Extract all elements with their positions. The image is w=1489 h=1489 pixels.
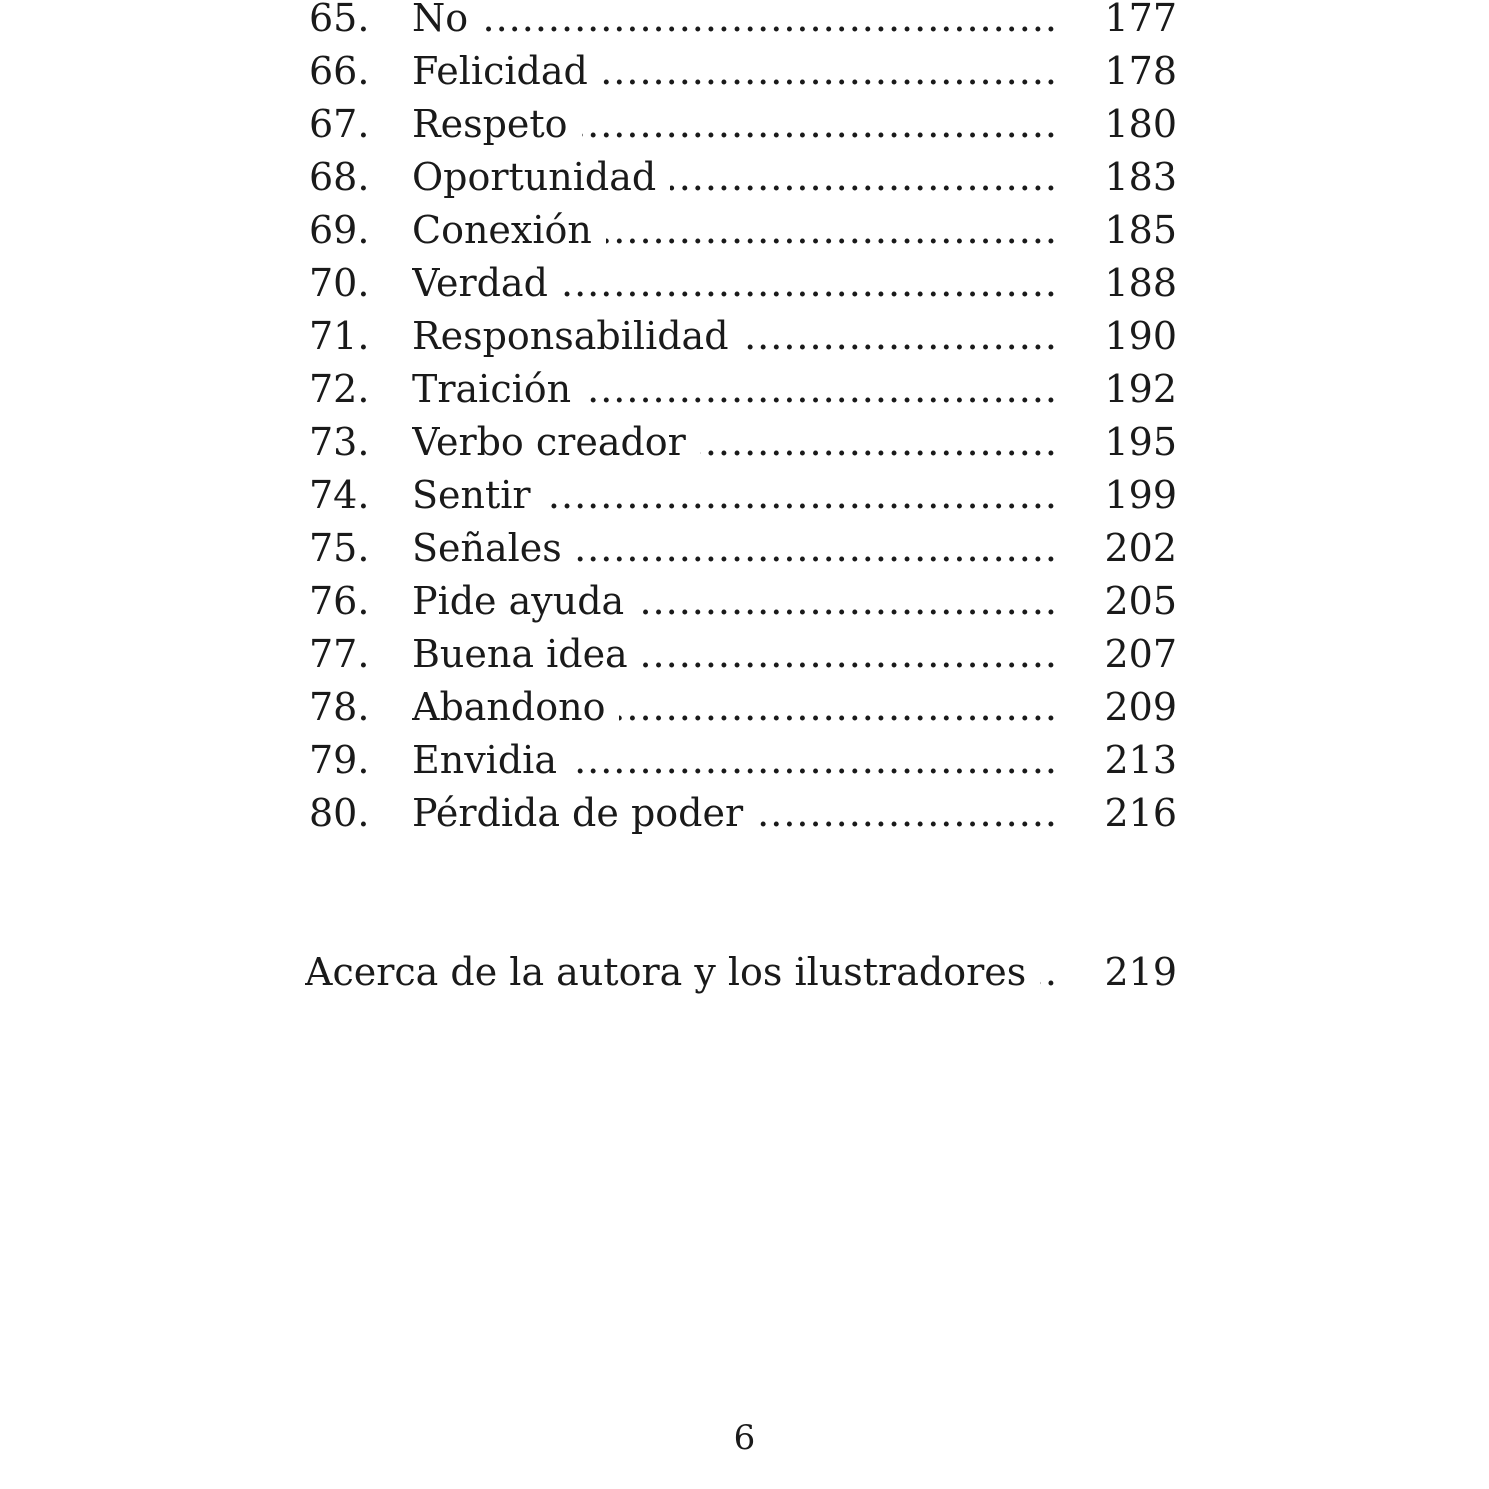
toc-entry bbox=[0, 0, 1489, 45]
entry-number: 80. bbox=[309, 791, 370, 835]
entry-title-with-leader bbox=[412, 204, 1058, 257]
entry-title: Traición bbox=[412, 367, 572, 411]
entry-page: 199 bbox=[1104, 473, 1177, 517]
entry-title-with-leader bbox=[412, 363, 1058, 416]
dot-leader bbox=[562, 257, 1058, 310]
entry-title-with-leader bbox=[412, 681, 1058, 734]
dot-leader bbox=[576, 522, 1058, 575]
entry-title: Buena idea bbox=[412, 632, 628, 676]
entry-title: Responsabilidad bbox=[412, 314, 729, 358]
toc-entry bbox=[0, 787, 1489, 840]
entry-page: 188 bbox=[1104, 261, 1177, 305]
dot-leader bbox=[606, 204, 1058, 257]
dot-leader bbox=[1040, 946, 1058, 999]
toc-entry bbox=[0, 416, 1489, 469]
entry-title: No bbox=[412, 0, 469, 40]
entry-number: 67. bbox=[309, 102, 370, 146]
toc-entry bbox=[0, 45, 1489, 98]
entry-page: 180 bbox=[1104, 102, 1177, 146]
dot-leader bbox=[642, 628, 1058, 681]
entry-number: 72. bbox=[309, 367, 370, 411]
entry-page: 216 bbox=[1104, 791, 1177, 835]
entry-page: 185 bbox=[1104, 208, 1177, 252]
toc-entry bbox=[0, 363, 1489, 416]
entry-number: 73. bbox=[309, 420, 370, 464]
toc-entry bbox=[0, 469, 1489, 522]
entry-title-with-leader bbox=[412, 469, 1058, 522]
entry-title-with-leader bbox=[412, 575, 1058, 628]
entry-title: Envidia bbox=[412, 738, 557, 782]
dot-leader bbox=[602, 45, 1058, 98]
entry-title-with-leader bbox=[412, 257, 1058, 310]
dot-leader bbox=[545, 469, 1058, 522]
entry-title: Pide ayuda bbox=[412, 579, 625, 623]
entry-title: Oportunidad bbox=[412, 155, 657, 199]
entry-title-with-leader bbox=[412, 628, 1058, 681]
dot-leader bbox=[757, 787, 1058, 840]
entry-page: 190 bbox=[1104, 314, 1177, 358]
entry-title: Verdad bbox=[412, 261, 548, 305]
page-number: 6 bbox=[733, 1418, 756, 1458]
entry-title-with-leader bbox=[412, 151, 1058, 204]
entry-title-with-leader bbox=[412, 734, 1058, 787]
entry-number: 69. bbox=[309, 208, 370, 252]
dot-leader bbox=[670, 151, 1058, 204]
dot-leader bbox=[482, 0, 1058, 45]
entry-title: Respeto bbox=[412, 102, 568, 146]
entry-number: 76. bbox=[309, 579, 370, 623]
entry-title-with-leader bbox=[412, 310, 1058, 363]
entry-title-with-leader bbox=[412, 98, 1058, 151]
entry-page: 195 bbox=[1104, 420, 1177, 464]
entry-number: 79. bbox=[309, 738, 370, 782]
entry-title: Felicidad bbox=[412, 49, 588, 93]
dot-leader bbox=[582, 98, 1058, 151]
toc-appendix-entry bbox=[0, 946, 1489, 999]
entry-page: 213 bbox=[1104, 738, 1177, 782]
entry-page: 207 bbox=[1104, 632, 1177, 676]
toc-entry bbox=[0, 98, 1489, 151]
entry-title: Pérdida de poder bbox=[412, 791, 744, 835]
toc-entry bbox=[0, 628, 1489, 681]
entry-number: 65. bbox=[309, 0, 370, 40]
entry-title: Conexión bbox=[412, 208, 592, 252]
entry-number: 68. bbox=[309, 155, 370, 199]
dot-leader bbox=[585, 363, 1058, 416]
entry-number: 77. bbox=[309, 632, 370, 676]
entry-title: Verbo creador bbox=[412, 420, 686, 464]
entry-title: Sentir bbox=[412, 473, 531, 517]
entry-title-with-leader bbox=[412, 45, 1058, 98]
toc-entry bbox=[0, 734, 1489, 787]
toc-entry bbox=[0, 151, 1489, 204]
toc-entry bbox=[0, 522, 1489, 575]
dot-leader bbox=[571, 734, 1058, 787]
entry-title: Señales bbox=[412, 526, 562, 570]
entry-title: Acerca de la autora y los ilustradores bbox=[305, 950, 1027, 994]
toc-entry bbox=[0, 204, 1489, 257]
dot-leader bbox=[743, 310, 1058, 363]
entry-title-with-leader bbox=[305, 946, 1058, 999]
toc-entry bbox=[0, 257, 1489, 310]
entry-number: 78. bbox=[309, 685, 370, 729]
toc-entry bbox=[0, 681, 1489, 734]
entry-number: 71. bbox=[309, 314, 370, 358]
entry-number: 70. bbox=[309, 261, 370, 305]
entry-page: 183 bbox=[1104, 155, 1177, 199]
entry-title: Abandono bbox=[412, 685, 606, 729]
entry-title-with-leader bbox=[412, 416, 1058, 469]
entry-title-with-leader bbox=[412, 787, 1058, 840]
dot-leader bbox=[700, 416, 1058, 469]
entry-number: 74. bbox=[309, 473, 370, 517]
entry-title-with-leader bbox=[412, 522, 1058, 575]
entry-title-with-leader bbox=[412, 0, 1058, 45]
entry-number: 66. bbox=[309, 49, 370, 93]
entry-page: 192 bbox=[1104, 367, 1177, 411]
toc-entry bbox=[0, 310, 1489, 363]
toc-entry bbox=[0, 575, 1489, 628]
entry-page: 178 bbox=[1104, 49, 1177, 93]
entry-page: 219 bbox=[1104, 950, 1177, 994]
entry-number: 75. bbox=[309, 526, 370, 570]
entry-page: 177 bbox=[1104, 0, 1177, 40]
dot-leader bbox=[638, 575, 1058, 628]
entry-page: 205 bbox=[1104, 579, 1177, 623]
entry-page: 202 bbox=[1104, 526, 1177, 570]
dot-leader bbox=[619, 681, 1058, 734]
entry-page: 209 bbox=[1104, 685, 1177, 729]
